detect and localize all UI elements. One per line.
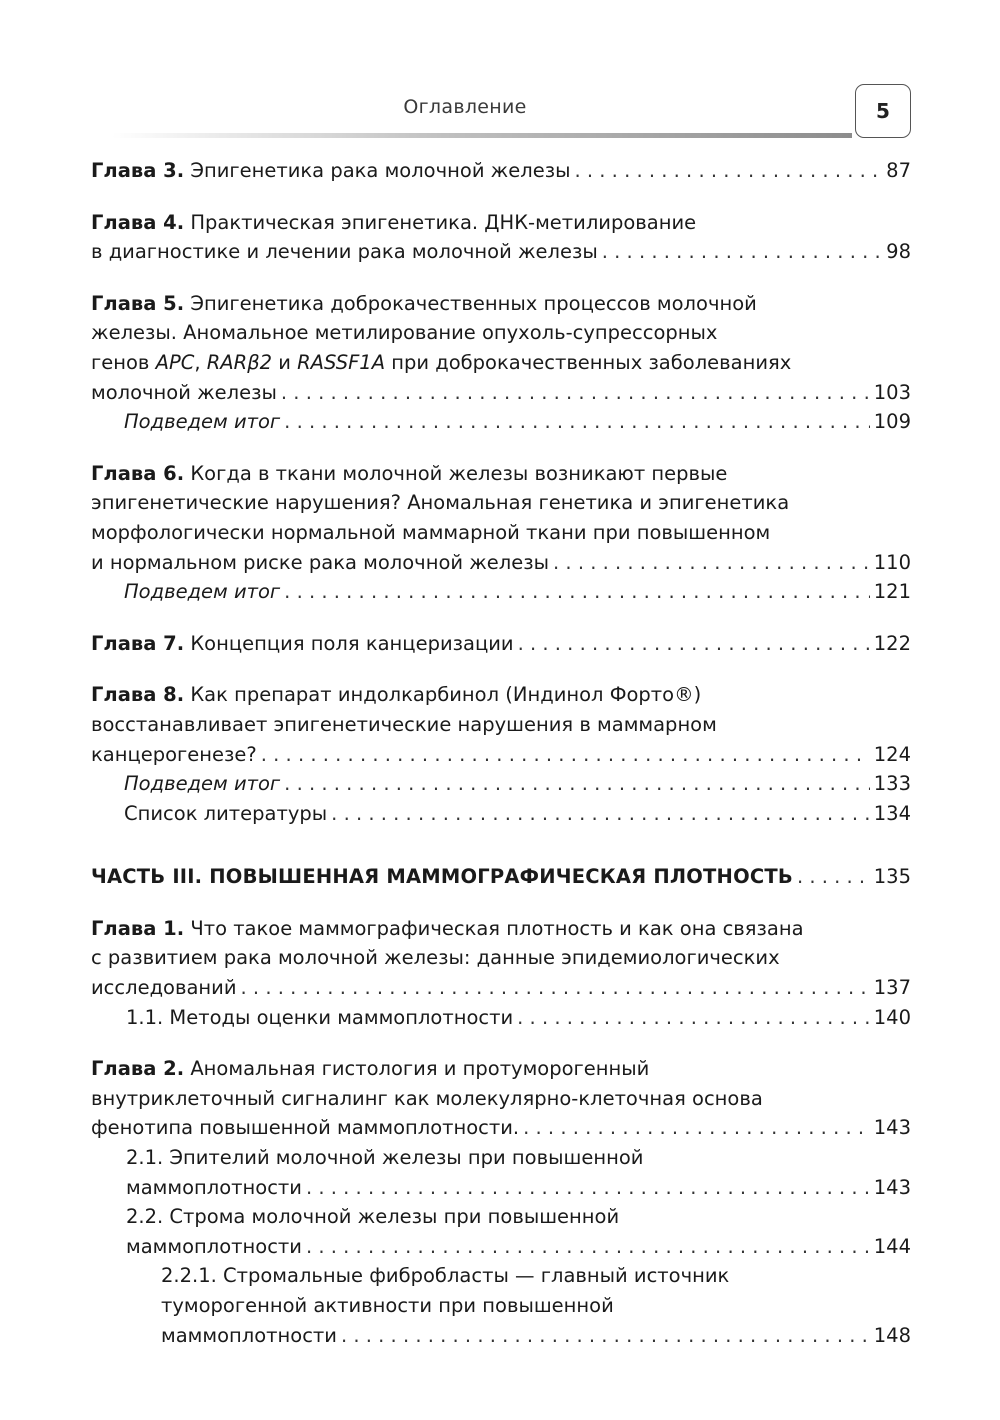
section-title-line: туморогенной активности при повышенной xyxy=(161,1294,614,1317)
leader-dots xyxy=(518,629,870,659)
toc-entry-chapter-8[interactable] xyxy=(91,680,911,828)
toc-entry-summary[interactable] xyxy=(91,577,911,607)
chapter-title-line: Практическая эпигенетика. ДНК-метилирование xyxy=(184,210,697,234)
chapter-title: Концепция поля канцеризации xyxy=(184,631,514,655)
page-ref: 121 xyxy=(873,580,911,604)
leader-dots xyxy=(602,237,882,267)
leader-dots xyxy=(797,862,870,892)
leader-dots xyxy=(331,799,870,829)
leader-dots xyxy=(574,156,882,186)
leader-dots xyxy=(523,1113,870,1143)
chapter-title-line: в диагностике и лечении рака молочной железы xyxy=(91,240,598,264)
toc-entry-part3-chapter-1[interactable] xyxy=(91,914,911,1032)
chapter-title-line: восстанавливает эпигенетические нарушения в маммарном xyxy=(91,712,717,736)
page-ref: 98 xyxy=(886,240,911,264)
chapter-title-line: морфологически нормальной маммарной ткани при повышенном xyxy=(91,520,771,544)
toc-entry-part3-chapter-2[interactable] xyxy=(91,1054,911,1350)
section-title-line: маммоплотности xyxy=(126,1234,302,1258)
leader-dots xyxy=(284,769,870,799)
separator: и xyxy=(272,350,298,374)
chapter-label: Глава 4. xyxy=(91,210,185,234)
chapter-label: Глава 3. xyxy=(91,159,185,182)
page-number-box xyxy=(855,84,911,138)
page-ref: 87 xyxy=(886,159,911,182)
page-ref: 140 xyxy=(873,1005,911,1029)
gene-name: RASSF1A xyxy=(297,350,386,374)
page-ref: 124 xyxy=(873,742,911,766)
chapter-label: Глава 7. xyxy=(91,631,185,655)
chapter-title-line: молочной железы xyxy=(91,380,277,404)
leader-dots xyxy=(241,973,870,1003)
toc-entry-part-3[interactable] xyxy=(91,862,911,892)
chapter-title-line: фенотипа повышенной маммоплотности. xyxy=(91,1116,520,1140)
leader-dots xyxy=(261,740,870,770)
page-ref: 143 xyxy=(873,1175,911,1199)
chapter-title-text: генов xyxy=(91,350,156,374)
chapter-label: Глава 5. xyxy=(91,291,185,315)
section-title: 1.1. Методы оценки маммоплотности xyxy=(126,1005,514,1029)
chapter-title-line: и нормальном риске рака молочной железы xyxy=(91,550,550,574)
leader-dots xyxy=(517,1003,870,1033)
chapter-label: Глава 2. xyxy=(91,1057,185,1081)
page-number: 5 xyxy=(876,99,890,123)
page-header xyxy=(0,0,1000,150)
running-title: Оглавление xyxy=(403,96,527,118)
toc-entry-summary[interactable] xyxy=(91,769,911,799)
toc-entry-section-2-2[interactable] xyxy=(91,1202,911,1261)
chapter-title-line: Эпигенетика доброкачественных процессов молочной xyxy=(184,291,757,315)
chapter-label: Глава 1. xyxy=(91,916,185,940)
toc-entry-chapter-3[interactable] xyxy=(91,156,911,186)
section-title-line: 2.2. Строма молочной железы при повышенной xyxy=(126,1205,620,1229)
page-ref: 135 xyxy=(873,865,911,889)
section-title-line: 2.1. Эпителий молочной железы при повышенной xyxy=(126,1146,644,1170)
toc-entry-section-1-1[interactable] xyxy=(91,1003,911,1033)
summary-title: Подведем итог xyxy=(124,410,281,434)
gene-name: RARβ2 xyxy=(206,350,273,374)
gene-name: APC xyxy=(155,350,195,374)
section-title-line: 2.2.1. Стромальные фибробласты — главный источник xyxy=(161,1264,730,1288)
chapter-title-line: исследований xyxy=(91,976,237,1000)
header-rule xyxy=(112,133,852,138)
chapter-title-line: Аномальная гистология и протуморогенный xyxy=(184,1057,650,1081)
toc-entry-chapter-7[interactable] xyxy=(91,629,911,659)
chapter-title-line: канцерогенезе? xyxy=(91,742,257,766)
summary-title: Подведем итог xyxy=(124,772,281,796)
page-ref: 109 xyxy=(873,410,911,434)
page-ref: 110 xyxy=(873,550,911,574)
leader-dots xyxy=(284,577,870,607)
toc-entry-section-2-2-1[interactable] xyxy=(91,1261,911,1350)
page-ref: 143 xyxy=(873,1116,911,1140)
chapter-title-line: эпигенетические нарушения? Аномальная генетика и эпигенетика xyxy=(91,491,790,515)
toc-entry-section-2-1[interactable] xyxy=(91,1143,911,1202)
table-of-contents xyxy=(91,156,911,1350)
leader-dots xyxy=(306,1232,870,1262)
page-ref: 144 xyxy=(873,1234,911,1258)
section-title-line: маммоплотности xyxy=(126,1175,302,1199)
leader-dots xyxy=(306,1173,870,1203)
chapter-title: Эпигенетика рака молочной железы xyxy=(184,159,571,182)
chapter-title-line: Что такое маммографическая плотность и как она связана xyxy=(184,916,804,940)
references-title: Список литературы xyxy=(124,801,328,825)
leader-dots xyxy=(553,548,870,578)
page-ref: 133 xyxy=(873,772,911,796)
chapter-title-line: внутриклеточный сигналинг как молекулярно-клеточная основа xyxy=(91,1086,763,1110)
page-ref: 134 xyxy=(873,801,911,825)
part-title: ЧАСТЬ III. ПОВЫШЕННАЯ МАММОГРАФИЧЕСКАЯ ПЛОТНОСТЬ xyxy=(91,865,793,889)
chapter-label: Глава 6. xyxy=(91,461,185,485)
leader-dots xyxy=(284,407,870,437)
chapter-title-text: при доброкачественных заболеваниях xyxy=(385,350,792,374)
page-ref: 137 xyxy=(873,976,911,1000)
chapter-title-line: Как препарат индолкарбинол (Индинол Форто®) xyxy=(184,683,702,707)
chapter-title-line: Когда в ткани молочной железы возникают первые xyxy=(184,461,728,485)
page-ref: 148 xyxy=(873,1323,911,1347)
toc-entry-references[interactable] xyxy=(91,799,911,829)
page-ref: 122 xyxy=(873,631,911,655)
section-title-line: маммоплотности xyxy=(161,1323,337,1347)
toc-entry-chapter-6[interactable] xyxy=(91,459,911,607)
chapter-title-line: железы. Аномальное метилирование опухоль-супрессорных xyxy=(91,321,718,345)
separator: , xyxy=(194,350,207,374)
toc-entry-chapter-5[interactable] xyxy=(91,289,911,437)
chapter-title-line: с развитием рака молочной железы: данные эпидемиологических xyxy=(91,946,780,970)
leader-dots xyxy=(341,1321,870,1351)
toc-entry-chapter-4[interactable] xyxy=(91,208,911,267)
leader-dots xyxy=(281,378,870,408)
toc-entry-summary[interactable] xyxy=(91,407,911,437)
page-ref: 103 xyxy=(873,380,911,404)
summary-title: Подведем итог xyxy=(124,580,281,604)
chapter-label: Глава 8. xyxy=(91,683,185,707)
